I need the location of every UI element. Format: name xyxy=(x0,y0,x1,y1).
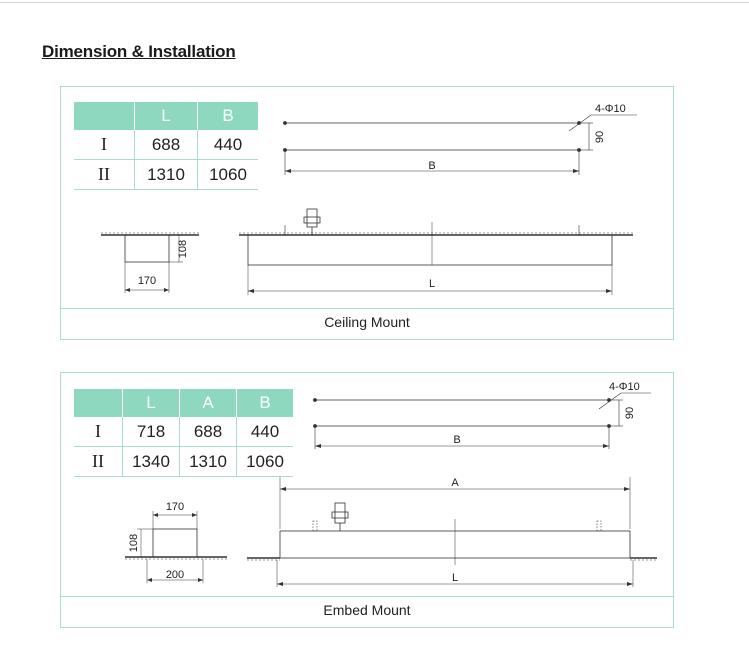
model-cell: II xyxy=(74,447,123,477)
cutout-label: A xyxy=(451,477,459,489)
length-label: L xyxy=(428,278,436,290)
table-cell: 1310 xyxy=(180,447,237,477)
holes-label: 4-Φ10 xyxy=(609,381,640,393)
table-header-cell: B xyxy=(237,389,294,417)
table-header-cell: B xyxy=(198,102,259,130)
table-cell: 1340 xyxy=(123,447,180,477)
embed-caption: Embed Mount xyxy=(323,602,411,618)
ceiling-top-view xyxy=(284,115,638,175)
holes-label: 4-Φ10 xyxy=(595,103,626,115)
ceiling-caption: Ceiling Mount xyxy=(324,314,410,330)
embed-caption-row xyxy=(61,596,673,627)
hole-spacing-label: 90 xyxy=(594,130,606,144)
table-header-cell: L xyxy=(123,389,180,417)
table-cell: 440 xyxy=(198,130,259,160)
depth-label: 170 xyxy=(137,275,157,287)
table-header-cell: A xyxy=(180,389,237,417)
model-cell: I xyxy=(74,130,135,160)
embed-front-view xyxy=(247,477,657,587)
height-label: 108 xyxy=(177,239,189,259)
model-cell: II xyxy=(74,160,135,190)
table-cell: 1060 xyxy=(237,447,294,477)
table-header-cell: L xyxy=(135,102,198,130)
ceiling-caption-row xyxy=(61,308,673,339)
height-label: 108 xyxy=(128,533,140,553)
ceiling-front-view xyxy=(239,209,633,295)
embed-drawing xyxy=(61,373,673,597)
length-label: L xyxy=(451,572,459,584)
table-cell: 718 xyxy=(123,417,180,447)
width-label: B xyxy=(453,434,461,446)
table-cell: 1060 xyxy=(198,160,259,190)
bottom-width-label: 200 xyxy=(165,569,185,581)
table-cell: 1310 xyxy=(135,160,198,190)
hole-spacing-label: 90 xyxy=(624,406,636,420)
embed-mount-panel xyxy=(60,372,674,628)
section-heading: Dimension & Installation xyxy=(42,42,236,61)
ceiling-drawing xyxy=(61,87,673,309)
ceiling-mount-panel xyxy=(60,86,674,340)
table-cell: 440 xyxy=(237,417,294,447)
table-cell: 688 xyxy=(180,417,237,447)
top-divider xyxy=(0,2,749,3)
width-label: B xyxy=(428,160,436,172)
table-cell: 688 xyxy=(135,130,198,160)
embed-top-view xyxy=(314,393,652,449)
model-cell: I xyxy=(74,417,123,447)
top-width-label: 170 xyxy=(165,501,185,513)
